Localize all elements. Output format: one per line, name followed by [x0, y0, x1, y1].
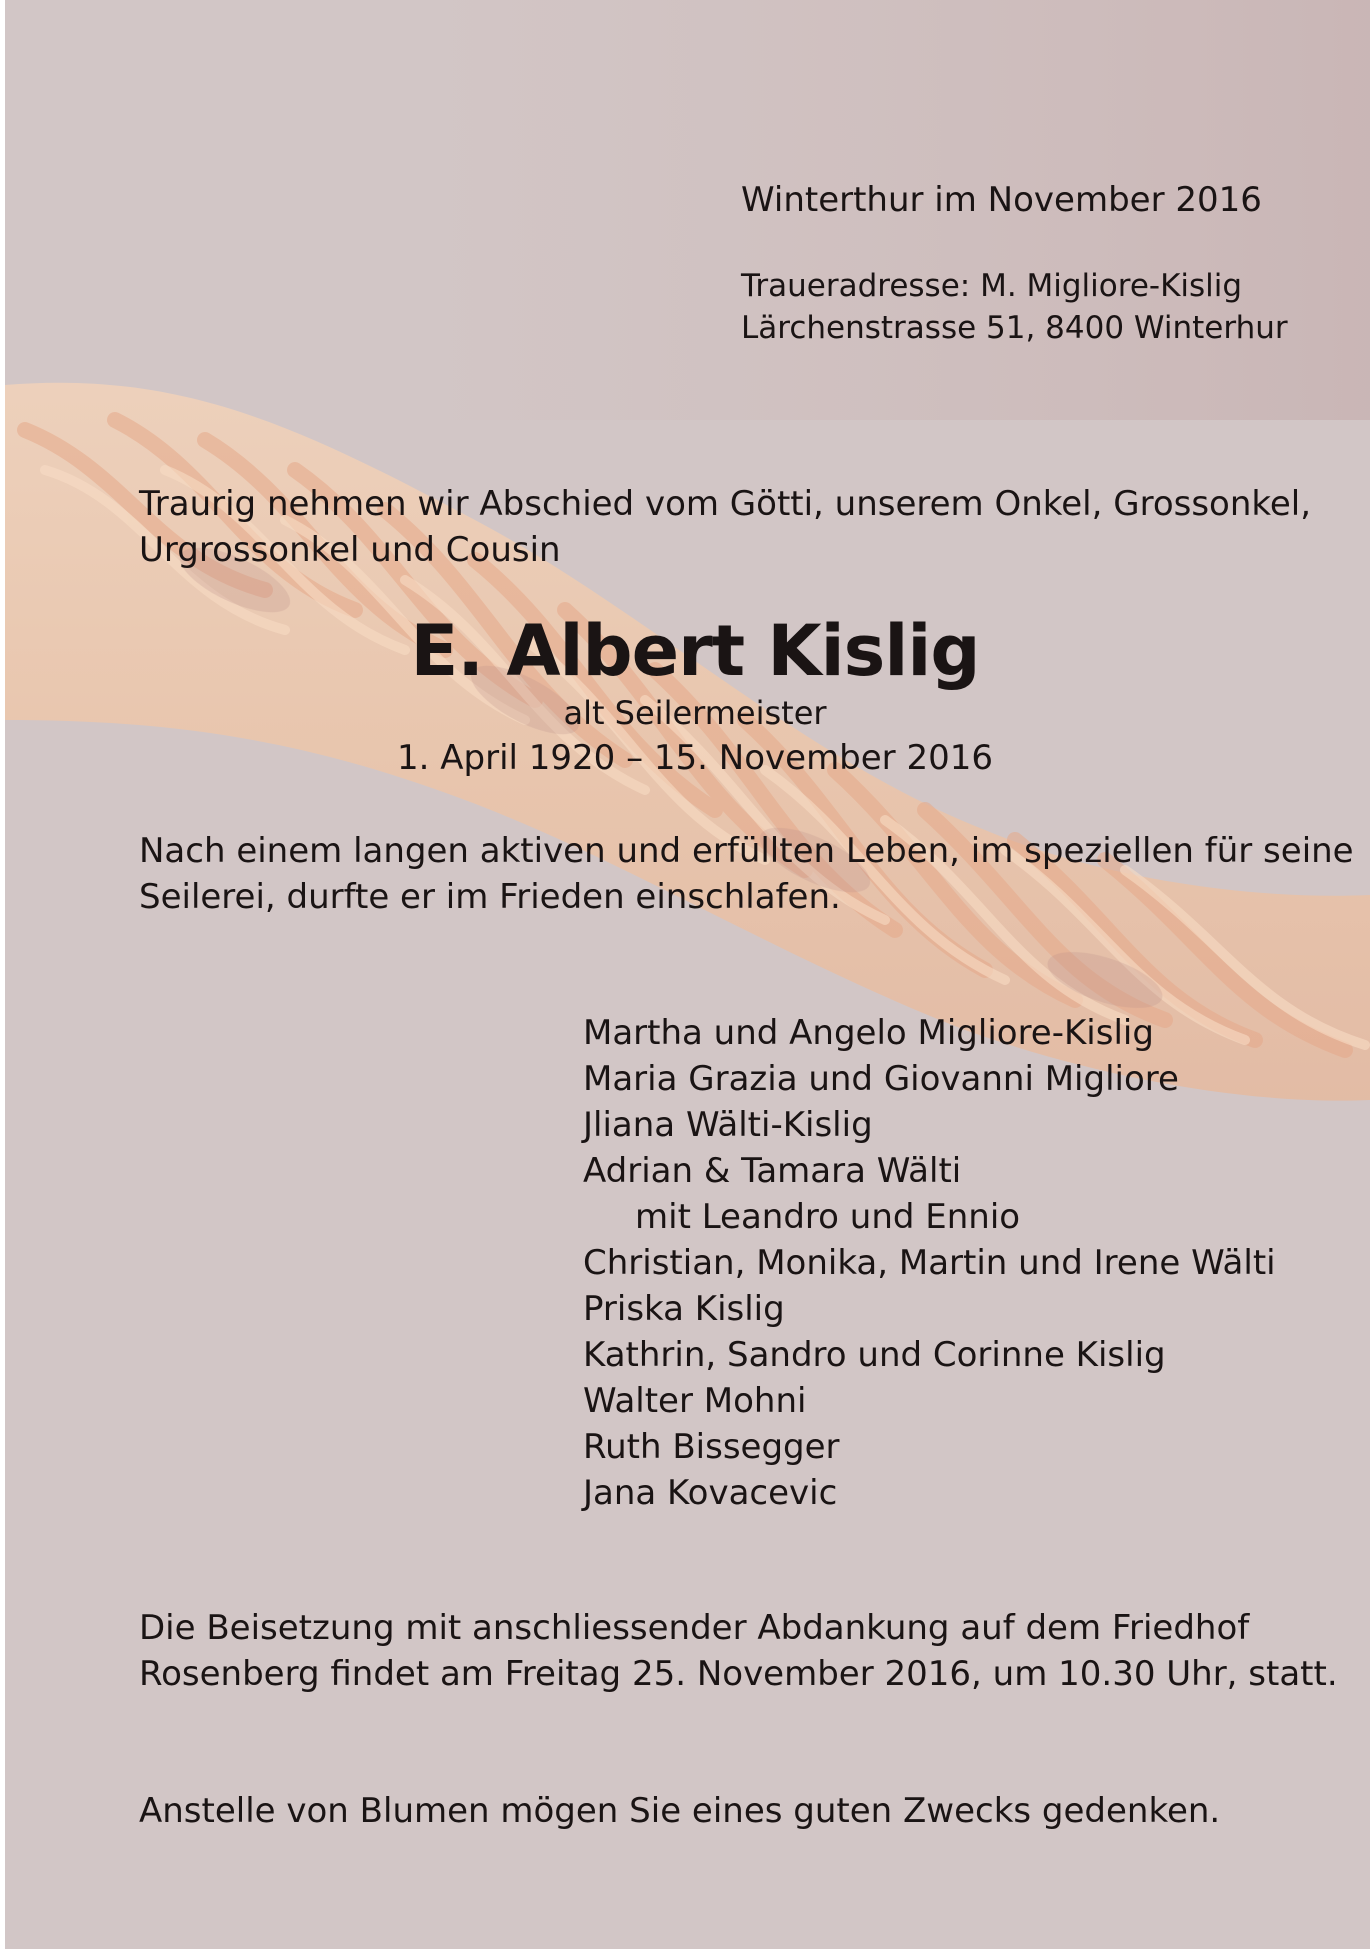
- message-line2: Seilerei, durfte er im Frieden einschlafen.: [139, 877, 841, 917]
- mourner-item: Ruth Bissegger: [583, 1427, 840, 1467]
- message-line1: Nach einem langen aktiven und erfüllten Leben, im speziellen für seine: [139, 831, 1354, 871]
- mourner-item: Walter Mohni: [583, 1381, 807, 1421]
- deceased-name: E. Albert Kislig: [410, 610, 980, 692]
- mourner-item: mit Leandro und Ennio: [635, 1197, 1021, 1237]
- mourner-item: Jliana Wälti-Kislig: [583, 1105, 873, 1145]
- mourner-item: Christian, Monika, Martin und Irene Wälti: [583, 1243, 1276, 1283]
- deceased-profession: alt Seilermeister: [563, 694, 827, 732]
- closing-line: Anstelle von Blumen mögen Sie eines guten Zwecks gedenken.: [139, 1791, 1221, 1831]
- funeral-line2: Rosenberg findet am Freitag 25. November 2016, um 10.30 Uhr, statt.: [139, 1654, 1338, 1694]
- mourner-item: Priska Kislig: [583, 1289, 785, 1329]
- funeral-line1: Die Beisetzung mit anschliessender Abdankung auf dem Friedhof: [139, 1608, 1250, 1648]
- mourning-address-line1: Traueradresse: M. Migliore-Kislig: [741, 268, 1243, 304]
- intro-line2: Urgrossonkel und Cousin: [139, 530, 561, 570]
- mourning-address-line2: Lärchenstrasse 51, 8400 Winterhur: [741, 310, 1288, 346]
- place-and-date: Winterthur im November 2016: [741, 180, 1262, 220]
- mourner-item: Adrian & Tamara Wälti: [583, 1151, 962, 1191]
- mourner-item: Martha und Angelo Migliore-Kislig: [583, 1013, 1154, 1053]
- obituary-card: [5, 0, 1370, 1949]
- mourners-list: [583, 1010, 1276, 1516]
- mourner-item: Kathrin, Sandro und Corinne Kislig: [583, 1335, 1166, 1375]
- mourner-item: Jana Kovacevic: [583, 1473, 838, 1513]
- deceased-dates: 1. April 1920 – 15. November 2016: [397, 738, 993, 778]
- mourner-item: Maria Grazia und Giovanni Migliore: [583, 1059, 1179, 1099]
- intro-line1: Traurig nehmen wir Abschied vom Götti, unserem Onkel, Grossonkel,: [139, 484, 1312, 524]
